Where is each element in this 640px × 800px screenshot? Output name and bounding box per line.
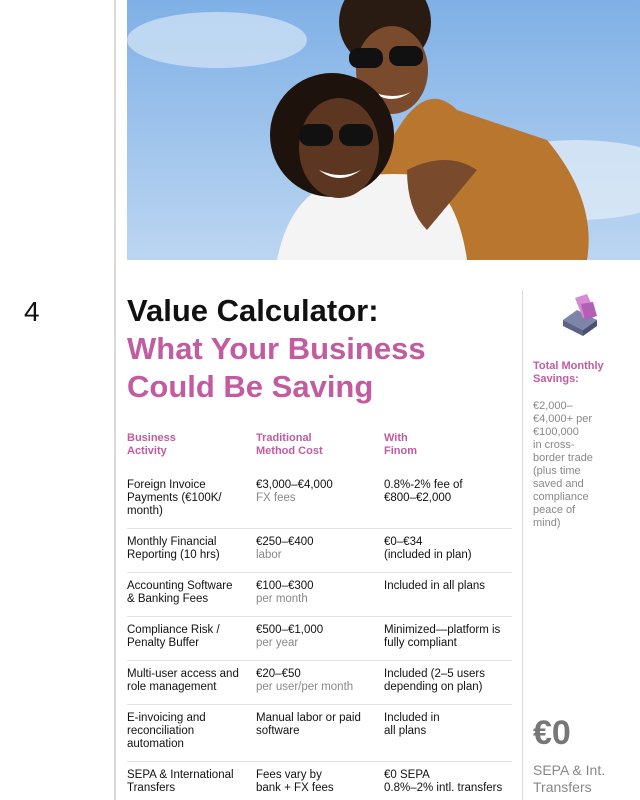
row-finom-cost: Included in all plans <box>384 573 512 617</box>
hero-photo <box>127 0 640 260</box>
total-savings-text: €2,000– €4,000+ per €100,000 in cross- border trade (plus time saved and compliance peace of mind) <box>533 400 593 529</box>
table-row <box>127 661 512 705</box>
table-row <box>127 529 512 573</box>
row-traditional-cost: €3,000–€4,000 FX fees <box>256 479 333 504</box>
row-activity: Compliance Risk / Penalty Buffer <box>127 617 256 661</box>
row-finom-cost: €0 SEPA 0.8%–2% intl. transfers <box>384 762 512 800</box>
table-row <box>127 472 512 529</box>
row-finom-cost: Included (2–5 users depending on plan) <box>384 661 512 705</box>
row-finom-cost: Included in all plans <box>384 705 512 762</box>
title-line-3: Could Be Saving <box>127 369 374 404</box>
row-traditional-cost: €250–€400 labor <box>256 529 384 573</box>
header-business-activity: Business Activity <box>127 432 176 457</box>
table-row <box>127 705 512 762</box>
row-activity: Monthly Financial Reporting (10 hrs) <box>127 529 256 573</box>
savings-sidebar <box>522 290 640 800</box>
row-activity: Foreign Invoice Payments (€100K/ month) <box>127 479 222 517</box>
header-traditional-cost: Traditional Method Cost <box>256 432 323 457</box>
sepa-big-value: €0 <box>533 714 571 752</box>
row-activity: E-invoicing and reconciliation automation <box>127 705 256 762</box>
title-line-1: Value Calculator: <box>127 293 379 328</box>
hero-photo-illustration <box>127 0 640 260</box>
table-header-row <box>127 430 512 472</box>
total-savings-label: Total Monthly Savings: <box>533 360 604 385</box>
page-title <box>127 292 507 406</box>
value-calculator-table <box>127 430 512 800</box>
row-traditional-cost: €20–€50 per user/per month <box>256 661 384 705</box>
row-activity: Accounting Software & Banking Fees <box>127 573 256 617</box>
page-number: 4 <box>24 296 40 327</box>
row-activity: SEPA & International Transfers <box>127 762 256 800</box>
row-finom-cost: Minimized—platform is fully compliant <box>384 617 512 661</box>
wallet-3d-icon <box>553 290 605 342</box>
sepa-big-label: SEPA & Int. Transfers <box>533 762 606 795</box>
header-with-finom: With Finom <box>384 432 417 457</box>
row-traditional-cost: Fees vary by bank + FX fees <box>256 762 384 800</box>
row-finom-cost: €0–€34 (included in plan) <box>384 529 512 573</box>
row-traditional-cost: €100–€300 per month <box>256 573 384 617</box>
table-row <box>127 617 512 661</box>
table-row <box>127 573 512 617</box>
row-finom-cost: 0.8%-2% fee of €800–€2,000 <box>384 479 463 504</box>
title-line-2: What Your Business <box>127 331 426 366</box>
row-activity: Multi-user access and role management <box>127 661 256 705</box>
row-traditional-cost: Manual labor or paid software <box>256 705 384 762</box>
row-traditional-cost: €500–€1,000 per year <box>256 617 384 661</box>
left-margin-rule <box>114 0 116 800</box>
table-row <box>127 762 512 800</box>
